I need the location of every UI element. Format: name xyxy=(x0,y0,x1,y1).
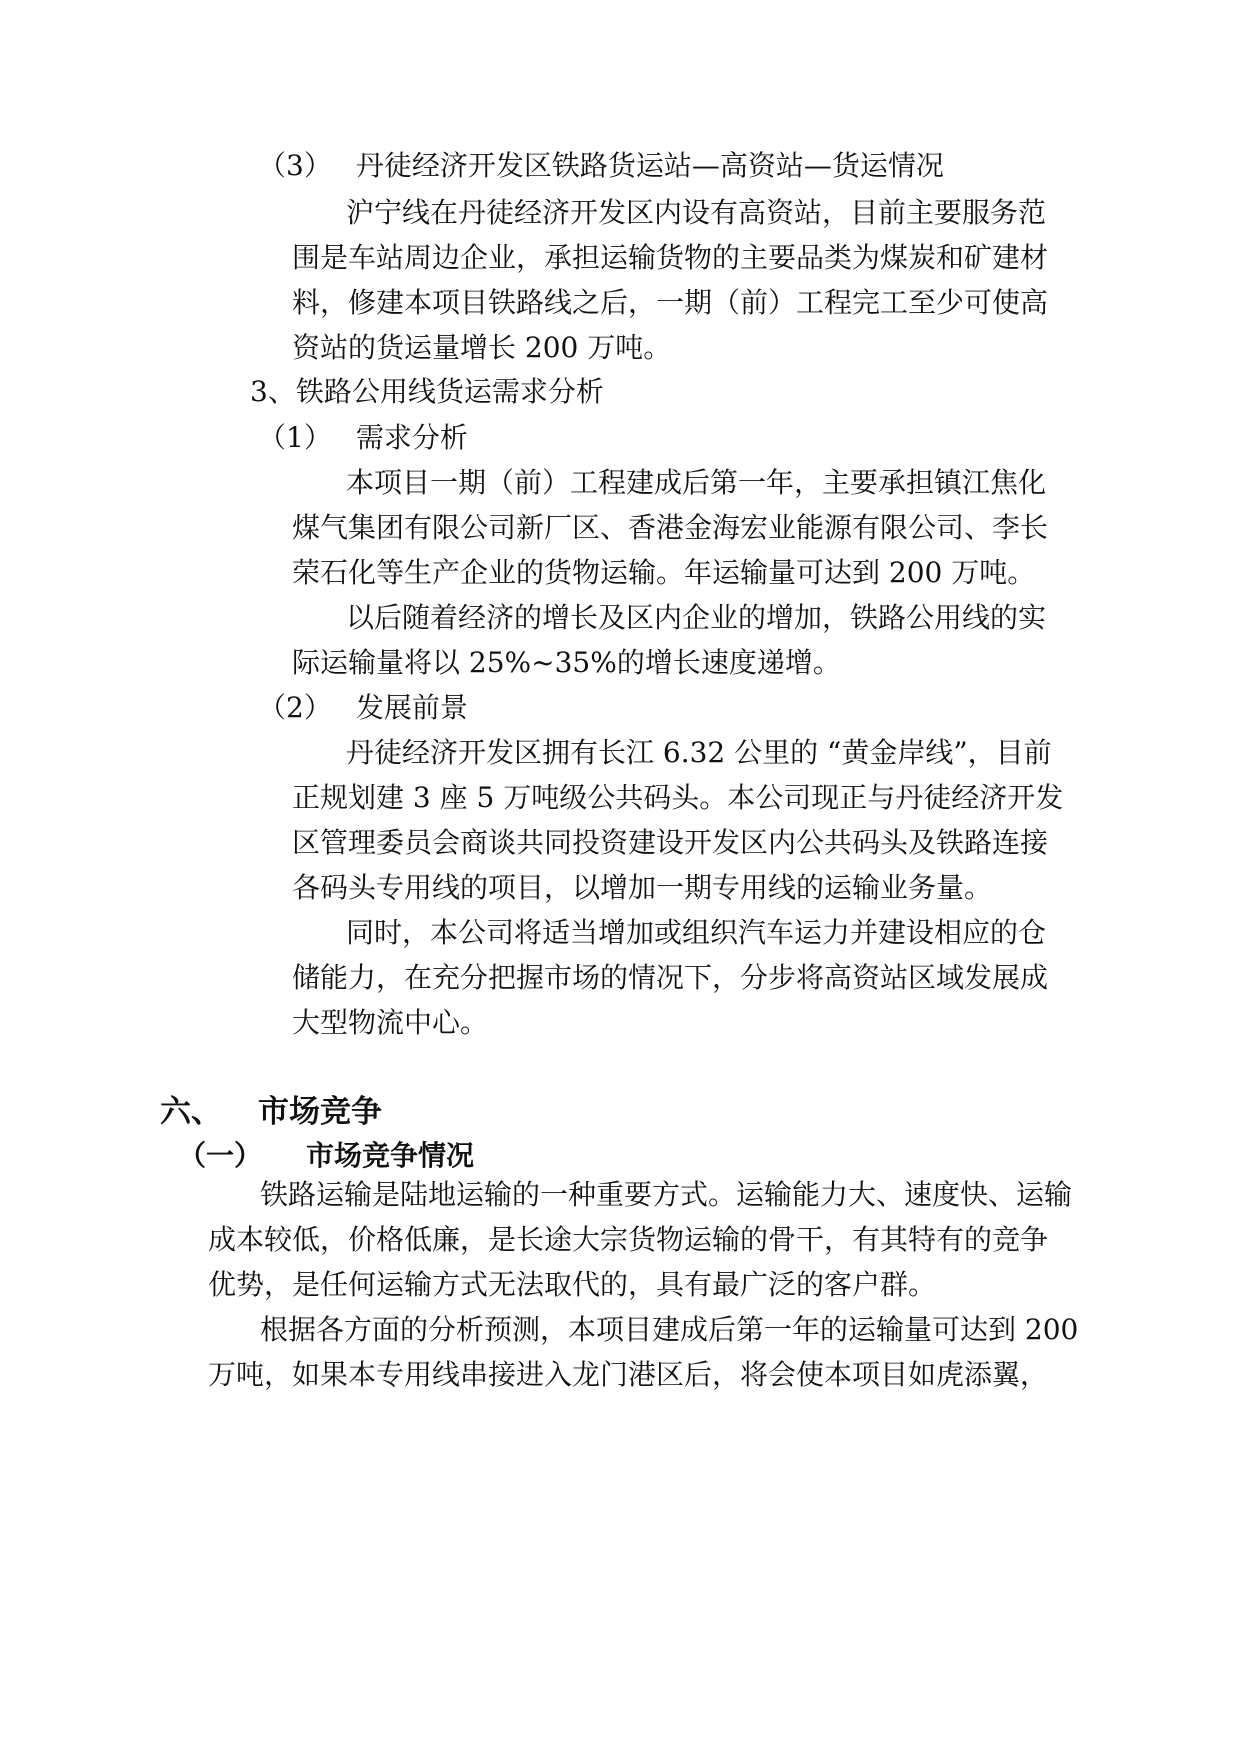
section-6-marker: 六、 xyxy=(160,1094,222,1130)
item-1-marker: （1） xyxy=(258,421,332,454)
item-3-marker: （3） xyxy=(258,149,332,182)
item-2-marker: （2） xyxy=(258,691,332,724)
item-2-heading xyxy=(258,688,468,728)
paragraph-line: 以后随着经济的增长及区内企业的增加，铁路公用线的实 xyxy=(346,601,1047,634)
paragraph-line: 各码头专用线的项目，以增加一期专用线的运输业务量。 xyxy=(292,871,993,904)
paragraph-line: 优势，是任何运输方式无法取代的，具有最广泛的客户群。 xyxy=(208,1268,937,1301)
subsection-1-heading xyxy=(178,1134,474,1174)
paragraph-line: 成本较低，价格低廉，是长途大宗货物运输的骨干，有其特有的竞争 xyxy=(208,1223,1049,1256)
section-6-heading xyxy=(160,1086,382,1131)
item-3-heading xyxy=(258,146,944,186)
item-1-title: 需求分析 xyxy=(355,421,468,454)
subsection-1-title: 市场竞争情况 xyxy=(306,1139,475,1172)
paragraph-line: 大型物流中心。 xyxy=(292,1006,489,1039)
paragraph-line: 荣石化等生产企业的货物运输。年运输量可达到 200 万吨。 xyxy=(292,556,1036,589)
paragraph-line: 料，修建本项目铁路线之后，一期（前）工程完工至少可使高 xyxy=(292,286,1049,319)
subsection-1-marker: （一） xyxy=(178,1139,263,1172)
paragraph-line: 区管理委员会商谈共同投资建设开发区内公共码头及铁路连接 xyxy=(292,826,1049,859)
paragraph-line: 本项目一期（前）工程建成后第一年，主要承担镇江焦化 xyxy=(346,466,1047,499)
item-1-heading xyxy=(258,418,468,458)
item-2-title: 发展前景 xyxy=(355,691,468,724)
section-6-title: 市场竞争 xyxy=(258,1094,382,1130)
paragraph-line: 围是车站周边企业，承担运输货物的主要品类为煤炭和矿建材 xyxy=(292,241,1049,274)
paragraph-line: 煤气集团有限公司新厂区、香港金海宏业能源有限公司、李长 xyxy=(292,511,1049,544)
paragraph-line: 同时，本公司将适当增加或组织汽车运力并建设相应的仓 xyxy=(346,916,1047,949)
paragraph-line: 铁路运输是陆地运输的一种重要方式。运输能力大、速度快、运输 xyxy=(260,1178,1073,1211)
paragraph-line: 际运输量将以 25%~35%的增长速度递增。 xyxy=(292,646,841,679)
paragraph-line: 储能力，在充分把握市场的情况下，分步将高资站区域发展成 xyxy=(292,961,1049,994)
paragraph-line: 沪宁线在丹徒经济开发区内设有高资站，目前主要服务范 xyxy=(346,196,1047,229)
paragraph-line: 根据各方面的分析预测，本项目建成后第一年的运输量可达到 200 xyxy=(260,1313,1079,1346)
paragraph-line: 正规划建 3 座 5 万吨级公共码头。本公司现正与丹徒经济开发 xyxy=(292,781,1064,814)
item-3-title: 丹徒经济开发区铁路货运站—高资站—货运情况 xyxy=(355,149,944,182)
sub-heading-3: 3、铁路公用线货运需求分析 xyxy=(250,375,604,408)
paragraph-line: 万吨，如果本专用线串接进入龙门港区后，将会使本项目如虎添翼， xyxy=(208,1358,1049,1391)
paragraph-line: 资站的货运量增长 200 万吨。 xyxy=(292,331,672,364)
paragraph-line: 丹徒经济开发区拥有长江 6.32 公里的 “黄金岸线”，目前 xyxy=(346,736,1052,769)
